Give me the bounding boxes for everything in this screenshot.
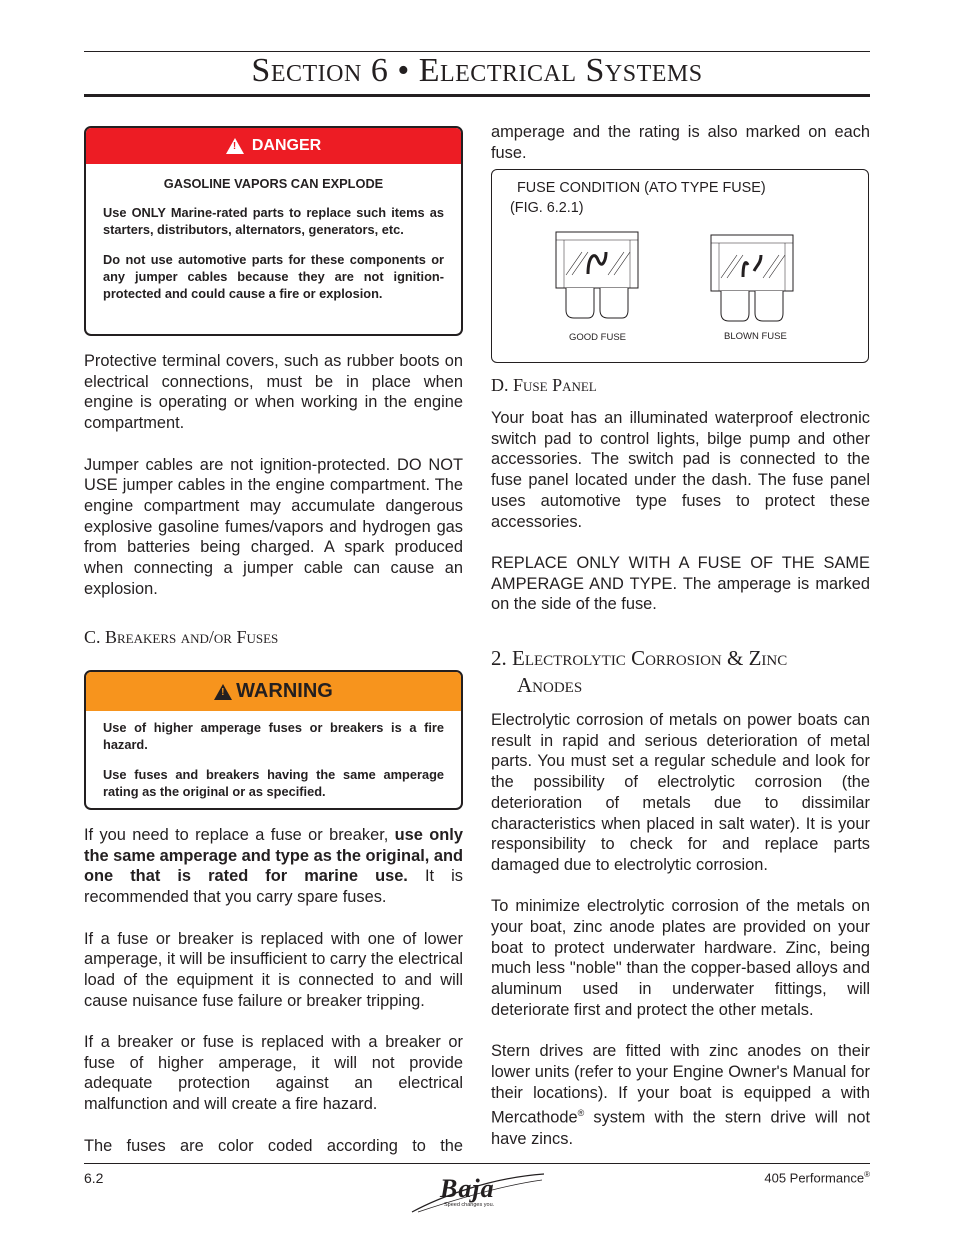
danger-subtitle: GASOLINE VAPORS CAN EXPLODE — [163, 176, 384, 191]
left-body — [84, 825, 463, 1177]
section-2-paragraph-3 — [491, 1041, 870, 1149]
fuse-figure — [491, 169, 869, 363]
section-2-paragraph-2: To minimize electrolytic corrosion of the metals on your boat, zinc anode plates are provided on your boat to protect underwater hardware. Zinc, being much less "noble" than the copper-based alloys and aluminum used in underwater fittings, will deteriorate first and protect the other metals. — [491, 897, 870, 1019]
left-intro — [84, 351, 463, 620]
baja-logo-text: Baja — [440, 1174, 495, 1203]
warning-box — [84, 670, 463, 810]
model-name — [764, 1170, 870, 1185]
good-fuse-drawing — [552, 230, 642, 325]
danger-label: DANGER — [251, 137, 322, 154]
body-p1-bold: use only the same amperage and type as the original, and one that is rated for marine use. — [84, 826, 463, 886]
figure-caption — [510, 178, 766, 218]
baja-logo — [408, 1168, 548, 1216]
section-2-heading-line-1: 2. Electrolytic Corrosion & Zinc — [491, 646, 788, 670]
section-d-paragraph-2: REPLACE ONLY WITH A FUSE OF THE SAME AMPERAGE AND TYPE. The amperage is marked on the side of the fuse. — [491, 553, 870, 614]
body-paragraph-1 — [84, 825, 463, 908]
section-2-body — [491, 710, 870, 1170]
section-2-paragraph-1: Electrolytic corrosion of metals on power boats can result in rapid and serious deterioration of metal parts. You must set a regular schedule and look for the possibility of electrolytic corrosion (the deterioration of metals due to dissimilar characteristics when placed in salt water). It is your responsibility to check for and replace parts damaged due to electrolytic corrosion. — [491, 711, 870, 874]
footer-rule — [84, 1163, 870, 1164]
header-rule-bottom — [84, 94, 870, 97]
danger-para-1: Use ONLY Marine-rated parts to replace such items as starters, distributors, alternators, generators, etc. — [103, 205, 444, 237]
danger-para-2: Do not use automotive parts for these components or any jumper cables because they are not ignition-protected and could cause a fire or explosion. — [103, 252, 444, 301]
warning-header — [86, 672, 461, 711]
section-2-heading-line-2: Anodes — [517, 673, 583, 697]
body-paragraph-3: If a breaker or fuse is replaced with a breaker or fuse of higher amperage, it will not provide adequate protection against an electrical malfunction and will create a fire hazard. — [84, 1033, 463, 1114]
intro-paragraph-1: Protective terminal covers, such as rubber boots on electrical connections, must be in place when engine is operating or when working in the engine compartment. — [84, 352, 463, 433]
section-2-p3-start: Stern drives are fitted with zinc anodes on their lower units (refer to your Engine Owner's Manual for their locations). If your boat is equipped a with Mercathode — [491, 1042, 870, 1127]
baja-tagline: Speed changes you. — [444, 1202, 495, 1208]
danger-body — [86, 164, 461, 302]
body-p1-plain: If you need to replace a fuse or breaker, — [84, 826, 395, 844]
danger-header — [86, 128, 461, 164]
blown-fuse-drawing — [707, 233, 797, 328]
model-registered-mark: ® — [864, 1170, 870, 1179]
blown-fuse-label: BLOWN FUSE — [724, 331, 787, 342]
section-2-heading — [491, 645, 870, 699]
section-2-p3-end: system with the stern drive will not have zincs. — [491, 1108, 870, 1148]
good-fuse-label: GOOD FUSE — [569, 332, 627, 343]
page-title: Section 6 • Electrical Systems — [251, 52, 703, 89]
warning-label: WARNING — [236, 680, 333, 702]
right-paragraph-continued: amperage and the rating is also marked on each fuse. — [491, 123, 870, 162]
section-c-heading: C. Breakers and/or Fuses — [84, 627, 279, 647]
figure-caption-line-2: (FIG. 6.2.1) — [510, 200, 584, 216]
section-d-heading: D. Fuse Panel — [491, 375, 597, 395]
model-text: 405 Performance — [764, 1170, 865, 1186]
body-paragraph-2: If a fuse or breaker is replaced with one of lower amperage, it will be insufficient to carry the electrical load of the equipment it is connected to and will cause nuisance fuse failure or breaker tripping. — [84, 929, 463, 1010]
page-number: 6.2 — [84, 1170, 104, 1186]
danger-box — [84, 126, 463, 336]
registered-mark: ® — [577, 1108, 585, 1119]
section-d-paragraph-1: Your boat has an illuminated waterproof electronic switch pad to control lights, bilge pump and other accessories. The switch pad is connected to the fuse panel located under the dash. The fuse panel uses automotive type fuses to protect these accessories. — [491, 409, 870, 531]
warning-body — [86, 711, 461, 800]
body-p1-tail: It is recommended that you carry spare fuses. — [84, 867, 463, 907]
section-d-body — [491, 408, 870, 636]
intro-paragraph-2: Jumper cables are not ignition-protected. DO NOT USE jumper cables in the engine compartment. The engine compartment may accumulate dangerous explosive gasoline fumes/vapors and hydrogen gas from batteries being charged. A spark produced when connecting a jumper cable can cause an explosion. — [84, 455, 463, 598]
body-paragraph-4: The fuses are color coded according to the — [84, 1136, 463, 1155]
warning-triangle-icon: ! — [226, 138, 244, 154]
warning-para-1: Use of higher amperage fuses or breakers is a fire hazard. — [103, 720, 444, 752]
warning-para-2: Use fuses and breakers having the same amperage rating as the original or as specified. — [103, 767, 444, 799]
warning-triangle-icon: ! — [214, 684, 232, 700]
figure-caption-line-1: FUSE CONDITION (ATO TYPE FUSE) — [517, 180, 766, 196]
